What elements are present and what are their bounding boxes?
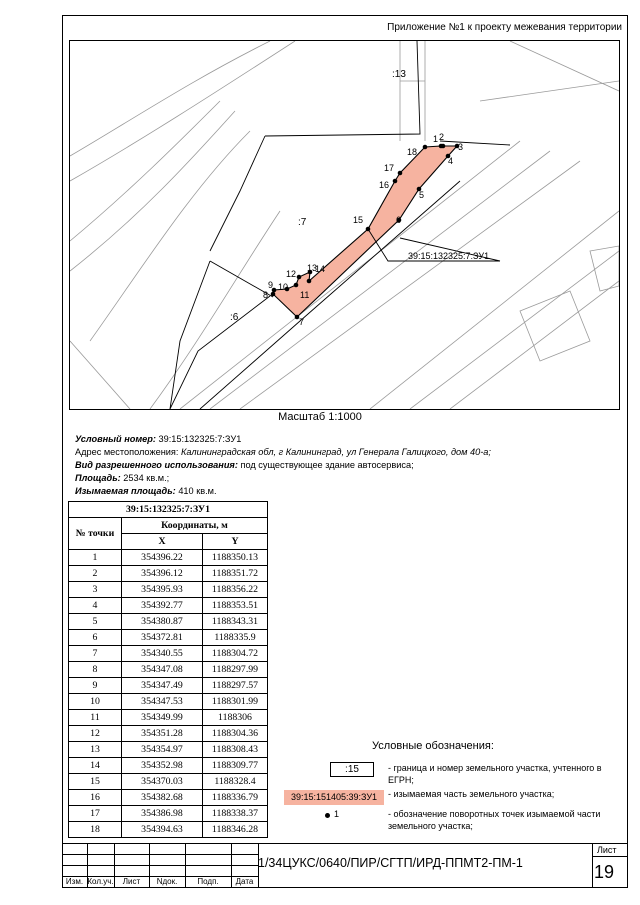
x-coordinate-cell: 354347.53 (122, 694, 203, 710)
point-number-cell: 14 (69, 758, 122, 774)
point-label: 18 (407, 147, 418, 157)
x-coordinate-cell: 354372.81 (122, 630, 203, 646)
area-unit: кв.м.; (146, 473, 170, 483)
use-label: Вид разрешенного использования: (75, 460, 238, 470)
point-number-cell: 6 (69, 630, 122, 646)
point-label: 8 (263, 290, 269, 300)
y-coordinate-cell: 1188306 (203, 710, 268, 726)
point-number-cell: 17 (69, 806, 122, 822)
point-number-cell: 13 (69, 742, 122, 758)
table-row (69, 582, 268, 598)
use-value: под существующее здание автосервиса; (240, 460, 414, 470)
legend-parcel-sample: :15 (330, 762, 374, 777)
y-coordinate-cell: 1188343.31 (203, 614, 268, 630)
col-x-header: X (122, 534, 203, 550)
table-row (69, 790, 268, 806)
point-number-cell: 16 (69, 790, 122, 806)
sheet-number: 19 (594, 862, 615, 882)
table-row (69, 550, 268, 566)
y-coordinate-cell: 1188304.36 (203, 726, 268, 742)
point-label: 1 (433, 134, 439, 144)
point-number-cell: 5 (69, 614, 122, 630)
table-row (69, 742, 268, 758)
y-coordinate-cell: 1188351.72 (203, 566, 268, 582)
point-number-cell: 15 (69, 774, 122, 790)
table-row (69, 598, 268, 614)
parcel-13-label: :13 (392, 69, 406, 80)
point-label: 15 (353, 215, 364, 225)
legend-point-dot (325, 813, 330, 818)
stamp-header: Подп. (197, 877, 219, 886)
stamp-header: Изм. (65, 877, 84, 886)
addr-value: Калининградская обл, г Калининград, ул Генерала Галицкого, дом 40-а; (181, 447, 491, 457)
legend-seized-text: - изымаемая часть земельного участка; (388, 789, 555, 799)
x-coordinate-cell: 354354.97 (122, 742, 203, 758)
point-label: 3 (458, 142, 464, 152)
x-coordinate-cell: 354380.87 (122, 614, 203, 630)
map-drawing (70, 41, 619, 409)
parcel-number-label: 39:15:132325:7:ЗУ1 (408, 251, 490, 261)
point-number-cell: 1 (69, 550, 122, 566)
y-coordinate-cell: 1188301.99 (203, 694, 268, 710)
point-label: 4 (448, 156, 454, 166)
point-label: 14 (315, 264, 326, 274)
document-code: 1/34ЦУКС/0640/ПИР/СГТП/ИРД-ППМТ2-ПМ-1 (258, 856, 523, 870)
area-label: Площадь: (75, 473, 121, 483)
cadastral-map (69, 40, 620, 410)
x-coordinate-cell: 354349.99 (122, 710, 203, 726)
map-scale: Масштаб 1:1000 (278, 411, 362, 423)
point-label: 17 (384, 163, 395, 173)
x-coordinate-cell: 354370.03 (122, 774, 203, 790)
y-coordinate-cell: 1188308.43 (203, 742, 268, 758)
sheet-label: Лист (597, 845, 617, 855)
point-label: 12 (286, 269, 297, 279)
point-number-cell: 4 (69, 598, 122, 614)
y-coordinate-cell: 1188309.77 (203, 758, 268, 774)
table-row (69, 726, 268, 742)
point-label: 16 (379, 180, 390, 190)
table-row (69, 662, 268, 678)
parcel-7-label: :7 (298, 217, 307, 228)
y-coordinate-cell: 1188336.79 (203, 790, 268, 806)
cond-value: 39:15:132325:7:ЗУ1 (158, 434, 242, 444)
parcel-6-label: :6 (230, 312, 239, 323)
y-coordinate-cell: 1188304.72 (203, 646, 268, 662)
table-title: 39:15:132325:7:ЗУ1 (69, 502, 268, 518)
stamp-header: Лист (122, 877, 141, 886)
point-number-cell: 12 (69, 726, 122, 742)
table-row (69, 614, 268, 630)
col-coords-header: Координаты, м (122, 518, 268, 534)
point-label: 7 (299, 317, 305, 327)
parcel-info (75, 433, 491, 498)
x-coordinate-cell: 354347.49 (122, 678, 203, 694)
y-coordinate-cell: 1188346.28 (203, 822, 268, 838)
table-row (69, 630, 268, 646)
col-y-header: Y (203, 534, 268, 550)
table-row (69, 646, 268, 662)
stamp-header: Дата (235, 877, 254, 886)
y-coordinate-cell: 1188297.99 (203, 662, 268, 678)
table-row (69, 758, 268, 774)
table-row (69, 710, 268, 726)
cond-label: Условный номер: (75, 434, 156, 444)
seized-unit: кв.м. (196, 486, 217, 496)
y-coordinate-cell: 1188338.37 (203, 806, 268, 822)
point-number-cell: 7 (69, 646, 122, 662)
point-label: 5 (419, 190, 425, 200)
legend-point-sample: 1 (334, 809, 340, 819)
point-label: 10 (278, 282, 289, 292)
point-number-cell: 11 (69, 710, 122, 726)
legend-parcel-text: - граница и номер земельного участка, учтенного в ЕГРН; (388, 763, 602, 785)
appendix-title: Приложение №1 к проекту межевания территории (387, 22, 622, 33)
x-coordinate-cell: 354396.12 (122, 566, 203, 582)
table-row (69, 822, 268, 838)
x-coordinate-cell: 354351.28 (122, 726, 203, 742)
stamp-header: Кол.уч. (87, 877, 114, 886)
x-coordinate-cell: 354396.22 (122, 550, 203, 566)
point-number-cell: 9 (69, 678, 122, 694)
point-label: 6 (396, 215, 402, 225)
seized-label: Изымаемая площадь: (75, 486, 176, 496)
table-row (69, 694, 268, 710)
point-number-cell: 18 (69, 822, 122, 838)
y-coordinate-cell: 1188356.22 (203, 582, 268, 598)
point-label: 9 (268, 280, 274, 290)
x-coordinate-cell: 354394.63 (122, 822, 203, 838)
point-number-cell: 10 (69, 694, 122, 710)
point-label: 11 (300, 290, 310, 300)
legend-title: Условные обозначения: (372, 740, 494, 752)
y-coordinate-cell: 1188350.13 (203, 550, 268, 566)
table-row (69, 806, 268, 822)
y-coordinate-cell: 1188353.51 (203, 598, 268, 614)
x-coordinate-cell: 354386.98 (122, 806, 203, 822)
table-row (69, 774, 268, 790)
stamp-header: Nдок. (156, 877, 178, 886)
y-coordinate-cell: 1188328.4 (203, 774, 268, 790)
y-coordinate-cell: 1188297.57 (203, 678, 268, 694)
addr-label: Адрес местоположения: (75, 447, 179, 457)
point-label: 13 (307, 263, 318, 273)
area-value: 2534 (123, 473, 144, 483)
legend-seized-sample: 39:15:151405:39:ЗУ1 (284, 790, 384, 805)
seized-value: 410 (178, 486, 194, 496)
point-number-cell: 2 (69, 566, 122, 582)
point-label: 2 (439, 132, 445, 142)
point-number-cell: 8 (69, 662, 122, 678)
x-coordinate-cell: 354392.77 (122, 598, 203, 614)
coordinates-table (68, 501, 268, 838)
table-row (69, 566, 268, 582)
col-point-header: № точки (69, 518, 122, 550)
legend-point-text: - обозначение поворотных точек изымаемой части земельного участка; (388, 809, 601, 831)
x-coordinate-cell: 354395.93 (122, 582, 203, 598)
point-number-cell: 3 (69, 582, 122, 598)
x-coordinate-cell: 354347.08 (122, 662, 203, 678)
x-coordinate-cell: 354352.98 (122, 758, 203, 774)
table-row (69, 678, 268, 694)
x-coordinate-cell: 354382.68 (122, 790, 203, 806)
y-coordinate-cell: 1188335.9 (203, 630, 268, 646)
x-coordinate-cell: 354340.55 (122, 646, 203, 662)
